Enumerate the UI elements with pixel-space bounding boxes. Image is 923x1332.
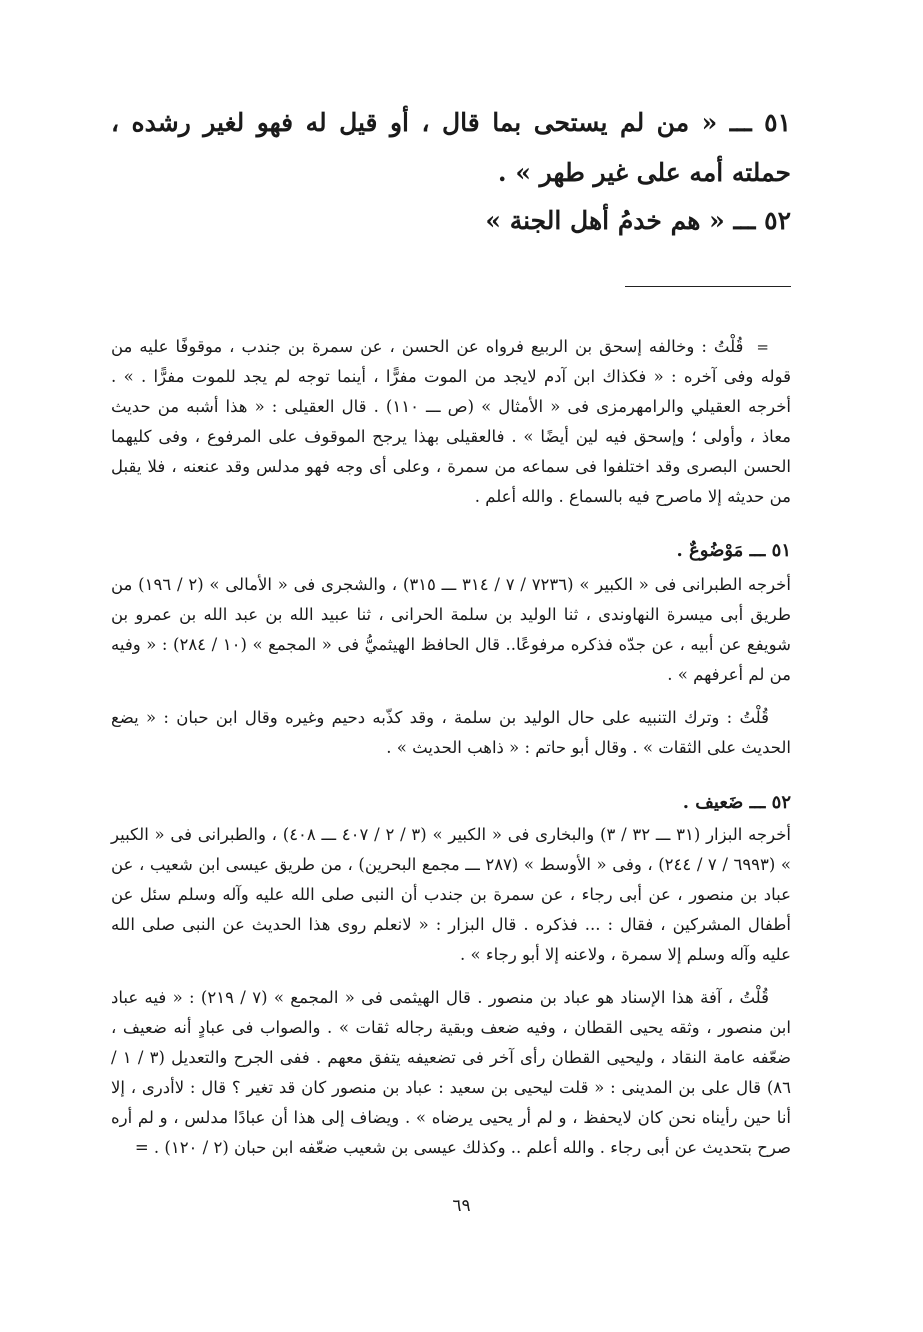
hadith-number: ٥٢ ـــ: [733, 206, 791, 235]
hadith-52: [111, 196, 791, 246]
section-51-body: [111, 570, 791, 690]
hadith-51: [111, 98, 791, 198]
section-52-heading: ٥٢ ـــ ضَعيف .: [682, 792, 791, 813]
section-52-body: [111, 820, 791, 970]
section-51-text: أخرجه الطبرانى فى « الكبير » (٧٢٣٦ / ٧ / ٣١٤ ـــ ٣١٥) ، والشجرى فى « الأمالى » (٢ / ١٩٦) من طريق أبى ميسرة النهاوندى ، ثنا الوليد بن سلمة الحرانى ، ثنا عبيد الله بن عبد الله بن عمرو بن شويفع عن أبيه ، عن جدّه فذكره مرفوعًا.. قال الحافظ الهيثميُّ فى « المجمع » (١٠ / ٢٨٤) : « وفيه من لم أعرفهم » .: [111, 575, 791, 684]
continuation-marker: =: [756, 338, 769, 356]
hadith-text: « هم خدمُ أهل الجنة »: [485, 206, 725, 235]
hadith-number: ٥١ ـــ: [729, 108, 791, 137]
hadith-text: « من لم يستحى بما قال ، أو قيل له فهو لغير رشده ، حملته أمه على غير طهر » .: [111, 108, 791, 187]
footnote-separator: [625, 286, 791, 287]
section-51-heading: ٥١ ـــ مَوْضُوعٌ .: [676, 540, 791, 561]
section-52-note-text: قُلْتُ ، آفة هذا الإسناد هو عباد بن منصور . قال الهيثمى فى « المجمع » (٧ / ٢١٩) : « فيه عباد ابن منصور ، وثقه يحيى القطان ، وفيه ضعف وبقية رجاله ثقات » . والصواب فى عبادٍ أنه ضعيف ، ضعّفه عامة النقاد ، وليحيى القطان رأى آخر فى تضعيفه يتفق معهم . ففى الجرح والتعديل (٣ / ١ / ٨٦) قال على بن المدينى : « قلت ليحيى بن سعيد : عباد بن منصور كان قد تغير ؟ قال : لاأدرى ، إلا أنا حين رأيناه نحن كان لايحفظ ، و لم أر يحيى يرضاه » . ويضاف إلى هذا أن عبادًا مدلس ، و لم أره صرح بتحديث عن أبى رجاء . والله أعلم .. وكذلك عيسى بن شعيب ضعّفه ابن حبان (٢ / ١٢٠) . =: [111, 988, 791, 1157]
section-52-text: أخرجه البزار (٣١ ـــ ٣٢ / ٣) والبخارى فى « الكبير » (٣ / ٢ / ٤٠٧ ـــ ٤٠٨) ، والطبرانى فى « الكبير » (٦٩٩٣ / ٧ / ٢٤٤) ، وفى « الأوسط » (٢٨٧ ـــ مجمع البحرين) ، من طريق عيسى ابن شعيب ، عن عباد بن منصور ، عن أبى رجاء ، عن سمرة بن جندب أن النبى صلى الله عليه وآله وسلم سئل عن أطفال المشركين ، فقال : ... فذكره . قال البزار : « لانعلم روى هذا الحديث عن النبى صلى الله عليه وآله وسلم إلا سمرة ، ولاعنه إلا أبو رجاء » .: [111, 825, 791, 964]
section-52-note: [111, 983, 791, 1163]
footnote-continuation: [111, 332, 791, 512]
section-51-note: [111, 703, 791, 763]
continuation-text: قُلْتُ : وخالفه إسحق بن الربيع فرواه عن الحسن ، عن سمرة بن جندب ، موقوفًا عليه من قوله وفى آخره : « فكذاك ابن آدم لايجد من الموت مفرًّا ، أينما توجه لم يجد للموت مفرًّا . » . أخرجه العقيلي والرامهرمزى فى « الأمثال » (ص ـــ ١١٠) . قال العقيلى : « هذا أشبه من حديث معاذ ، وأولى ؛ وإسحق فيه لين أيضًا » . فالعقيلى بهذا يرجح الموقوف على المرفوع ، وفى كليهما الحسن البصرى وقد اختلفوا فى سماعه من سمرة ، وعلى أى وجه فهو مدلس وقد عنعنه ، فلا يقبل من حديثه إلا ماصرح فيه بالسماع . والله أعلم .: [111, 337, 792, 506]
section-51-note-text: قُلْتُ : وترك التنبيه على حال الوليد بن سلمة ، وقد كذّبه دحيم وغيره وقال ابن حبان : « يضع الحديث على الثقات » . وقال أبو حاتم : « ذاهب الحديث » .: [111, 708, 791, 757]
page-number: ٦٩: [452, 1196, 471, 1216]
